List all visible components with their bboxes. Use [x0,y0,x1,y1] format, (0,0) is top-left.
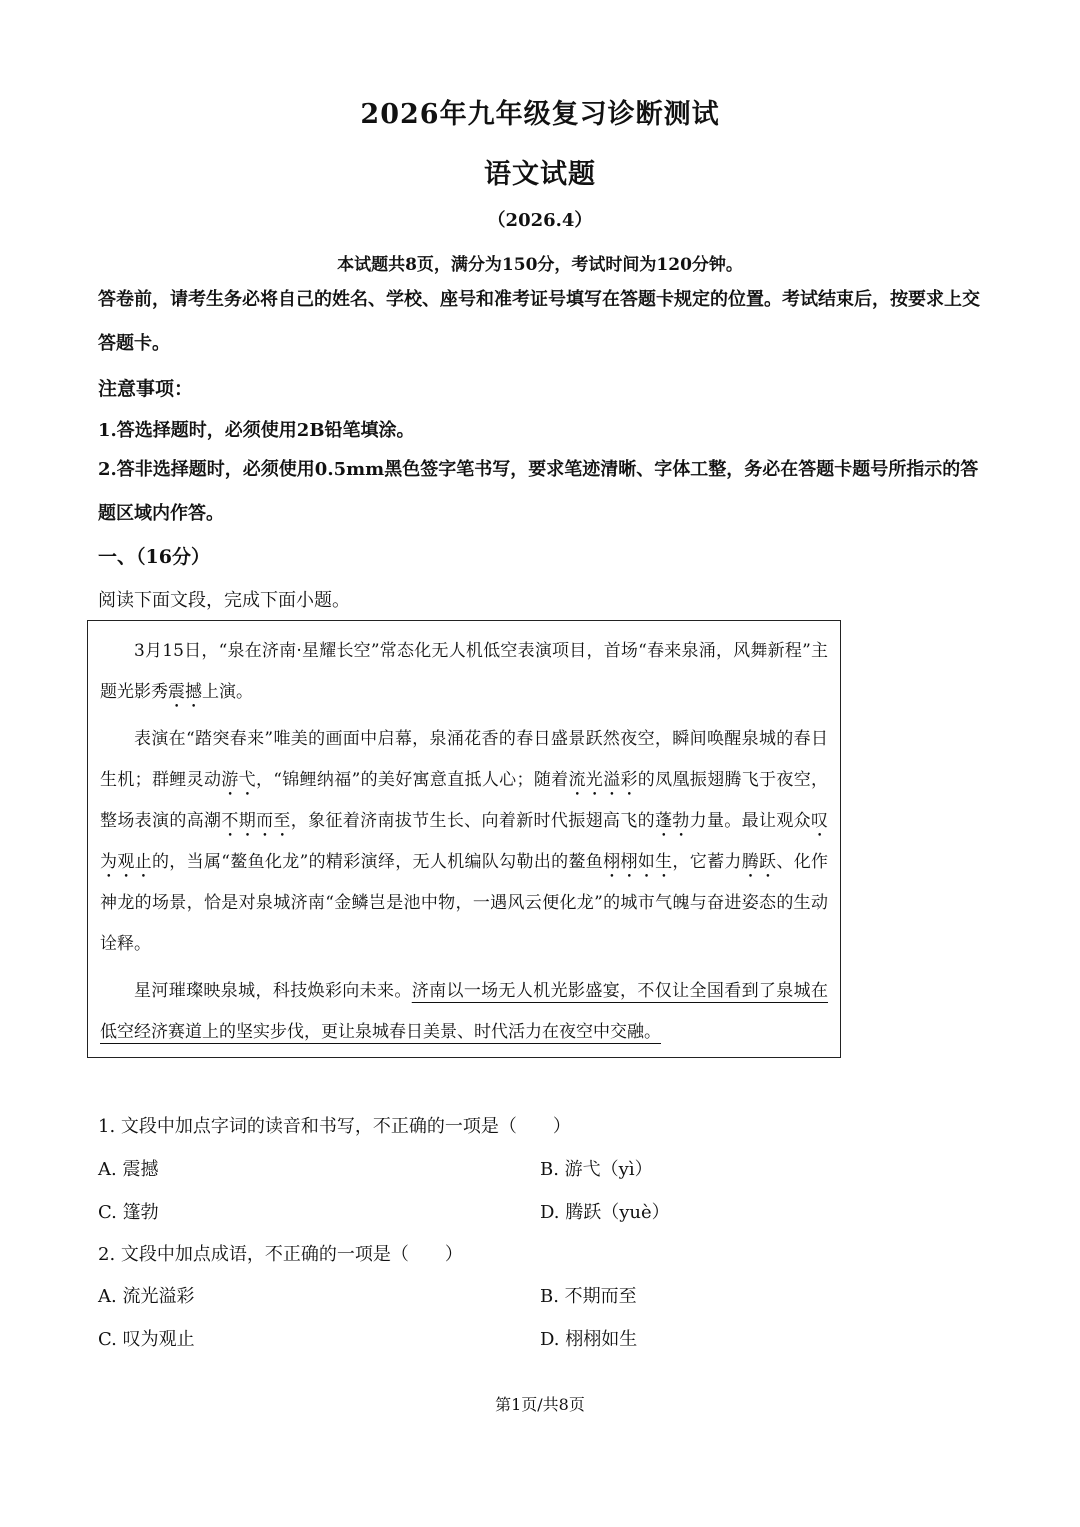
section-heading: 一、（16分） [98,546,210,568]
question-2-stem: 2. 文段中加点成语，不正确的一项是（ ） [98,1244,463,1265]
dotted-idiom: 栩栩如生 [603,852,673,872]
notice-heading: 注意事项： [98,378,194,400]
exam-date: （2026.4） [487,210,593,231]
q1-option-c[interactable]: C. 篷勃 [98,1202,159,1223]
q2-option-a[interactable]: A. 流光溢彩 [98,1286,195,1307]
section-instruction: 阅读下面文段，完成下面小题。 [98,590,350,611]
page-number: 第1页/共8页 [495,1395,585,1414]
q1-option-d[interactable]: D. 腾跃（yuè） [540,1202,670,1223]
exam-meta: 本试题共8页，满分为150分，考试时间为120分钟。 [337,255,743,275]
dotted-word: 蓬勃 [654,811,690,831]
dotted-idiom: 叹为观止 [100,811,829,872]
q2-option-b[interactable]: B. 不期而至 [540,1286,637,1307]
dotted-idiom: 不期而至 [221,811,291,831]
exam-instructions: 答卷前，请考生务必将自己的姓名、学校、座号和准考证号填写在答题卡规定的位置。考试结束后，按要求上交答题卡。 [98,289,980,354]
dotted-word: 震撼 [168,682,202,702]
q1-option-a[interactable]: A. 震撼 [98,1159,159,1180]
dotted-word: 腾跃 [741,852,777,872]
underlined-sentence: 济南以一场无人机光影盛宴，不仅让全国看到了泉城在低空经济赛道上的坚实步伐，更让泉城春日美景、时代活力在夜空中交融。 [100,981,829,1042]
q2-option-c[interactable]: C. 叹为观止 [98,1329,195,1350]
passage-paragraph-2: 表演在“踏突春来”唯美的画面中启幕，泉涌花香的春日盛景跃然夜空，瞬间唤醒泉城的春日生机；群鲤灵动游弋，“锦鲤纳福”的美好寓意直抵人心；随着流光溢彩的凤凰振翅腾飞于夜空，整场表演的高潮不期而至，象征着济南拔节生长、向着新时代振翅高飞的蓬勃力量。最让观众叹为观止的，当属“鳌鱼化龙”的精彩演绎，无人机编队勾勒出的鳌鱼栩栩如生，它蓄力腾跃、化作神龙的场景，恰是对泉城济南“金鳞岂是池中物，一遇风云便化龙”的城市气魄与奋进姿态的生动诠释。 [100,729,829,954]
dotted-word: 游弋 [221,770,256,790]
subject-title: 语文试题 [484,159,596,190]
q2-option-d[interactable]: D. 栩栩如生 [540,1329,638,1350]
exam-title: 2026年九年级复习诊断测试 [360,99,720,130]
notice-item-1: 1.答选择题时，必须使用2B铅笔填涂。 [98,420,415,441]
q1-option-b[interactable]: B. 游弋（yì） [540,1159,653,1180]
notice-item-2: 2.答非选择题时，必须使用0.5mm黑色签字笔书写，要求笔迹清晰、字体工整，务必在答题卡题号所指示的答题区域内作答。 [98,459,979,524]
passage-paragraph-3: 星河璀璨映泉城，科技焕彩向未来。济南以一场无人机光影盛宴，不仅让全国看到了泉城在低空经济赛道上的坚实步伐，更让泉城春日美景、时代活力在夜空中交融。 [100,981,829,1042]
reading-passage-box [87,620,841,1058]
dotted-idiom: 流光溢彩 [568,770,638,790]
question-1-stem: 1. 文段中加点字词的读音和书写，不正确的一项是（ ） [98,1116,571,1137]
passage-paragraph-1: 3月15日，“泉在济南·星耀长空”常态化无人机低空表演项目，首场“春来泉涌，风舞新程”主题光影秀震撼上演。 [100,641,828,702]
